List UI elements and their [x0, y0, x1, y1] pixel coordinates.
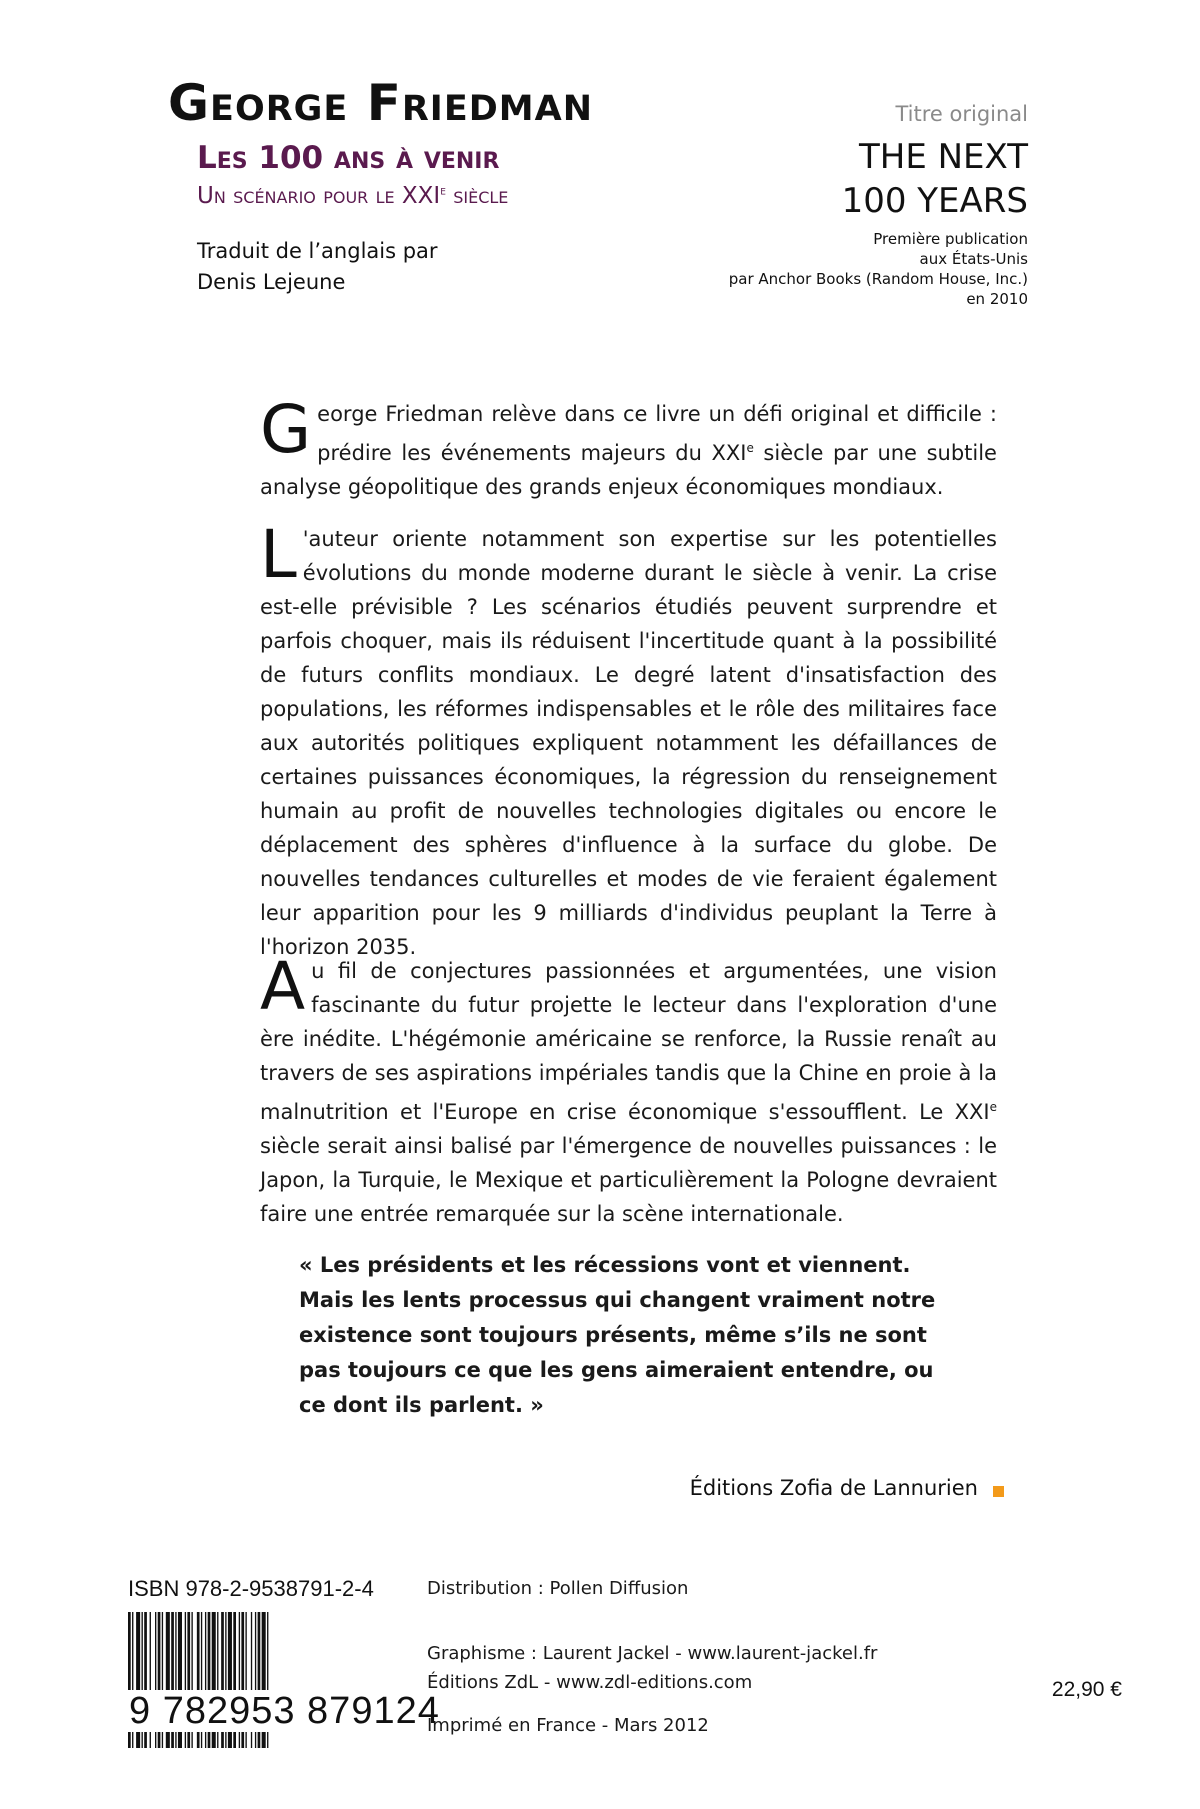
paragraph-2 — [260, 516, 997, 964]
author-name: George Friedman — [168, 74, 593, 132]
drop-cap: L — [260, 516, 297, 593]
original-title — [842, 135, 1028, 223]
drop-cap: G — [260, 391, 312, 468]
publication-line: Première publication — [873, 230, 1028, 248]
publisher-name: Éditions Zofia de Lannurien — [689, 1476, 978, 1500]
graphisme-credit: Graphisme : Laurent Jackel - www.laurent-jackel.fr — [427, 1643, 878, 1664]
distribution-credit: Distribution : Pollen Diffusion — [427, 1578, 689, 1599]
paragraph-3 — [260, 948, 997, 1231]
book-subtitle — [197, 183, 508, 209]
paragraph-text: 'auteur oriente notamment son expertise sur les potentielles évolutions du monde moderne durant le siècle à venir. La crise est-elle prévisible ? Les scénarios étudiés peuvent surprendre et parfois choquer, mais ils réduisent l'incertitude quant à la possibilité de futurs conflits mondiaux. Le degré latent d'insatisfaction des populations, les réformes indispensables et le rôle des militaires face aux autorités politiques expliquent notamment les défaillances de certaines puissances économiques, la régression du renseignement humain au profit de nouvelles technologies digitales ou encore le déplacement des sphères d'influence à la surface du globe. De nouvelles tendances culturelles et modes de vie feraient également leur apparition pour les 9 milliards d'individus peuplant la Terre à l'horizon 2035. — [260, 527, 997, 959]
author-quote: « Les présidents et les récessions vont et viennent. Mais les lents processus qui changent vraiment notre existence sont toujours présents, même s’ils ne sont pas toujours ce que les gens aimeraient entendre, ou ce dont ils parlent. » — [299, 1253, 936, 1417]
translator-credit — [197, 236, 438, 298]
original-title-line-2: 100 YEARS — [841, 181, 1028, 221]
original-title-line-1: THE NEXT — [858, 137, 1028, 177]
editions-credit: Éditions ZdL - www.zdl-editions.com — [427, 1672, 753, 1693]
original-title-label: Titre original — [895, 102, 1028, 126]
translator-line-2: Denis Lejeune — [197, 270, 346, 294]
publication-info — [729, 229, 1028, 309]
subtitle-prefix: Un scénario pour le XXI — [197, 183, 441, 209]
publisher-square-icon — [993, 1486, 1004, 1497]
paragraph-text: siècle par une subtile analyse géopolitique des grands enjeux économiques mondiaux. — [260, 441, 997, 499]
superscript: e — [746, 441, 754, 455]
subtitle-superscript: e — [440, 183, 446, 199]
book-title: Les 100 ans à venir — [197, 140, 500, 176]
drop-cap: A — [260, 948, 306, 1025]
barcode-digits-text: 9 782953 879124 — [129, 1690, 440, 1732]
printed-credit: Imprimé en France - Mars 2012 — [427, 1715, 709, 1736]
translator-line-1: Traduit de l’anglais par — [197, 239, 438, 263]
paragraph-text: u fil de conjectures passionnées et argumentées, une vision fascinante du futur projette le lecteur dans l'exploration d'une ère inédite. L'hégémonie américaine se renforce, la Russie renaît au travers de ses aspirations impériales tandis que la Chine en proie à la malnutrition et l'Europe en crise économique s'essoufflent. Le XXI — [260, 959, 997, 1124]
barcode-digits — [128, 1690, 441, 1733]
price: 22,90 € — [1051, 1678, 1122, 1701]
paragraph-text: eorge Friedman relève dans ce livre un défi original et difficile : prédire les événements majeurs du XXI — [317, 402, 997, 465]
subtitle-suffix: siècle — [445, 183, 509, 209]
publication-line: par Anchor Books (Random House, Inc.) — [728, 270, 1028, 288]
paragraph-text: siècle serait ainsi balisé par l'émergence de nouvelles puissances : le Japon, la Turquie, le Mexique et particulièrement la Pologne devraient faire une entrée remarquée sur la scène internationale. — [260, 1134, 997, 1226]
publication-line: aux États-Unis — [919, 250, 1028, 268]
publication-line: en 2010 — [966, 290, 1028, 308]
superscript: e — [989, 1100, 997, 1114]
isbn: ISBN 978-2-9538791-2-4 — [128, 1576, 374, 1601]
paragraph-1 — [260, 391, 997, 504]
